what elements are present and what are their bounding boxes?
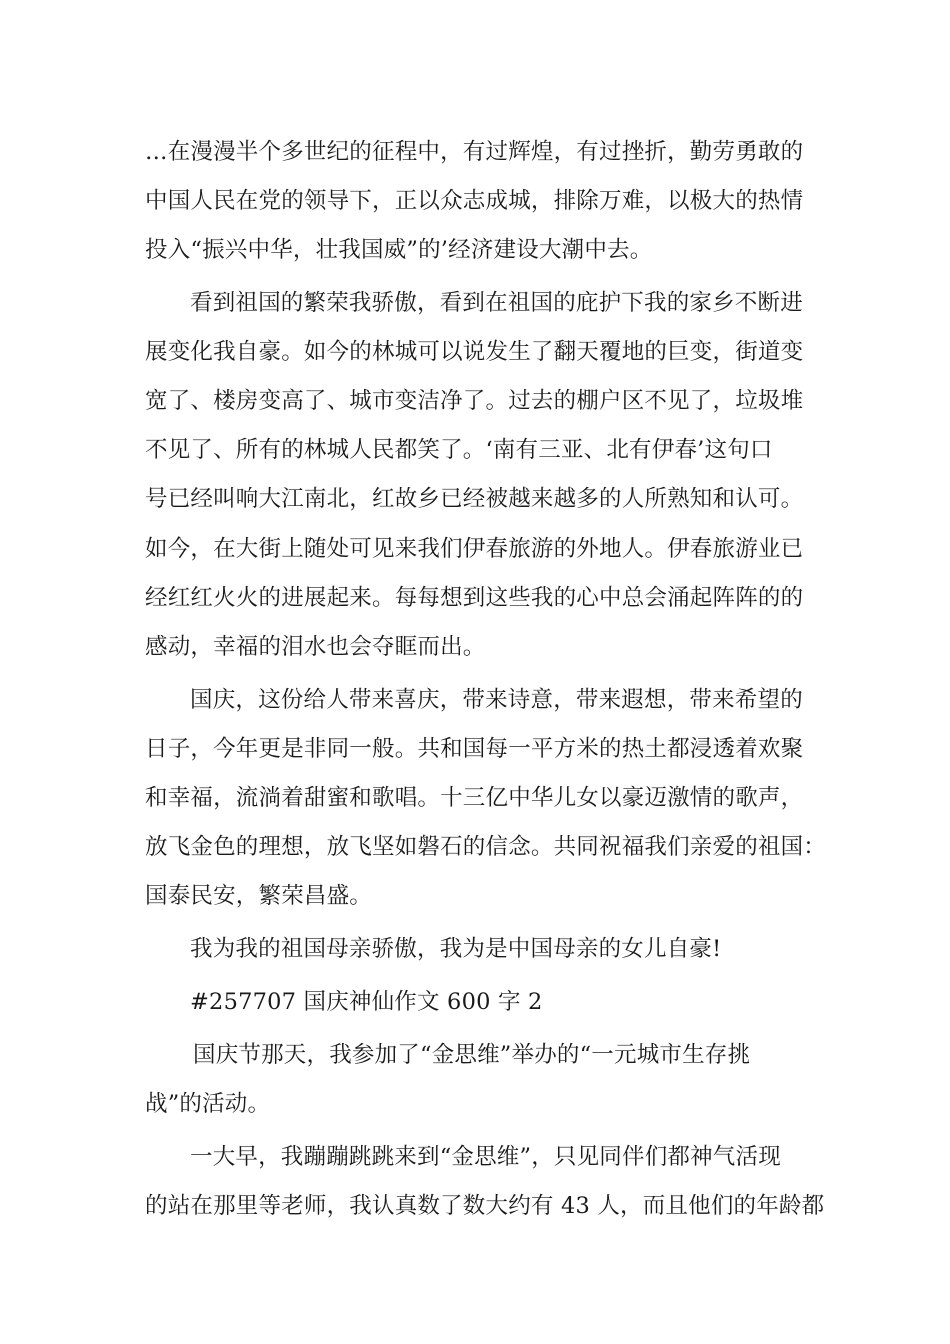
text-line: 不见了、所有的林城人民都笑了。‘南有三亚、北有伊春’这句口 bbox=[145, 437, 773, 463]
text-line: 放飞金色的理想，放飞坚如磐石的信念。共同祝福我们亲爱的祖国： bbox=[145, 834, 827, 860]
text-line: 的站在那里等老师，我认真数了数大约有 43 人，而且他们的年龄都 bbox=[145, 1193, 825, 1219]
text-line: 感动，幸福的泪水也会夺眶而出。 bbox=[145, 634, 486, 660]
text-line: …在漫漫半个多世纪的征程中，有过辉煌，有过挫折，勤劳勇敢的 bbox=[145, 139, 804, 165]
text-line: 投入“振兴中华，壮我国威”的’经济建设大潮中去。 bbox=[145, 237, 653, 263]
text-line: 战”的活动。 bbox=[145, 1091, 271, 1117]
text-line: 日子，今年更是非同一般。共和国每一平方米的热土都浸透着欢聚 bbox=[145, 736, 804, 762]
paragraph-start-line: 一大早，我蹦蹦跳跳来到“金思维”，只见同伴们都神气活现 bbox=[190, 1144, 781, 1170]
text-line: 国泰民安，繁荣昌盛。 bbox=[145, 883, 373, 909]
text-line: 经红红火火的进展起来。每每想到这些我的心中总会涌起阵阵的的 bbox=[145, 585, 804, 611]
paragraph-start-line: 我为我的祖国母亲骄傲，我为是中国母亲的女儿自豪! bbox=[190, 936, 722, 962]
paragraph-start-line: 国庆节那天，我参加了“金思维”举办的“一元城市生存挑 bbox=[193, 1042, 751, 1068]
section-heading: #257707 国庆神仙作文 600 字 2 bbox=[190, 989, 543, 1015]
paragraph-start-line: 看到祖国的繁荣我骄傲，看到在祖国的庇护下我的家乡不断进 bbox=[190, 290, 803, 316]
text-line: 号已经叫响大江南北，红故乡已经被越来越多的人所熟知和认可。 bbox=[145, 486, 804, 512]
text-line: 和幸福，流淌着甜蜜和歌唱。十三亿中华儿女以豪迈激情的歌声， bbox=[145, 785, 804, 811]
text-line: 展变化我自豪。如今的林城可以说发生了翻天覆地的巨变，街道变 bbox=[145, 339, 804, 365]
text-line: 中国人民在党的领导下，正以众志成城，排除万难，以极大的热情 bbox=[145, 188, 804, 214]
text-line: 如今，在大街上随处可见来我们伊春旅游的外地人。伊春旅游业已 bbox=[145, 536, 804, 562]
text-line: 宽了、楼房变高了、城市变洁净了。过去的棚户区不见了，垃圾堆 bbox=[145, 388, 804, 414]
paragraph-start-line: 国庆，这份给人带来喜庆，带来诗意，带来遐想，带来希望的 bbox=[190, 687, 803, 713]
